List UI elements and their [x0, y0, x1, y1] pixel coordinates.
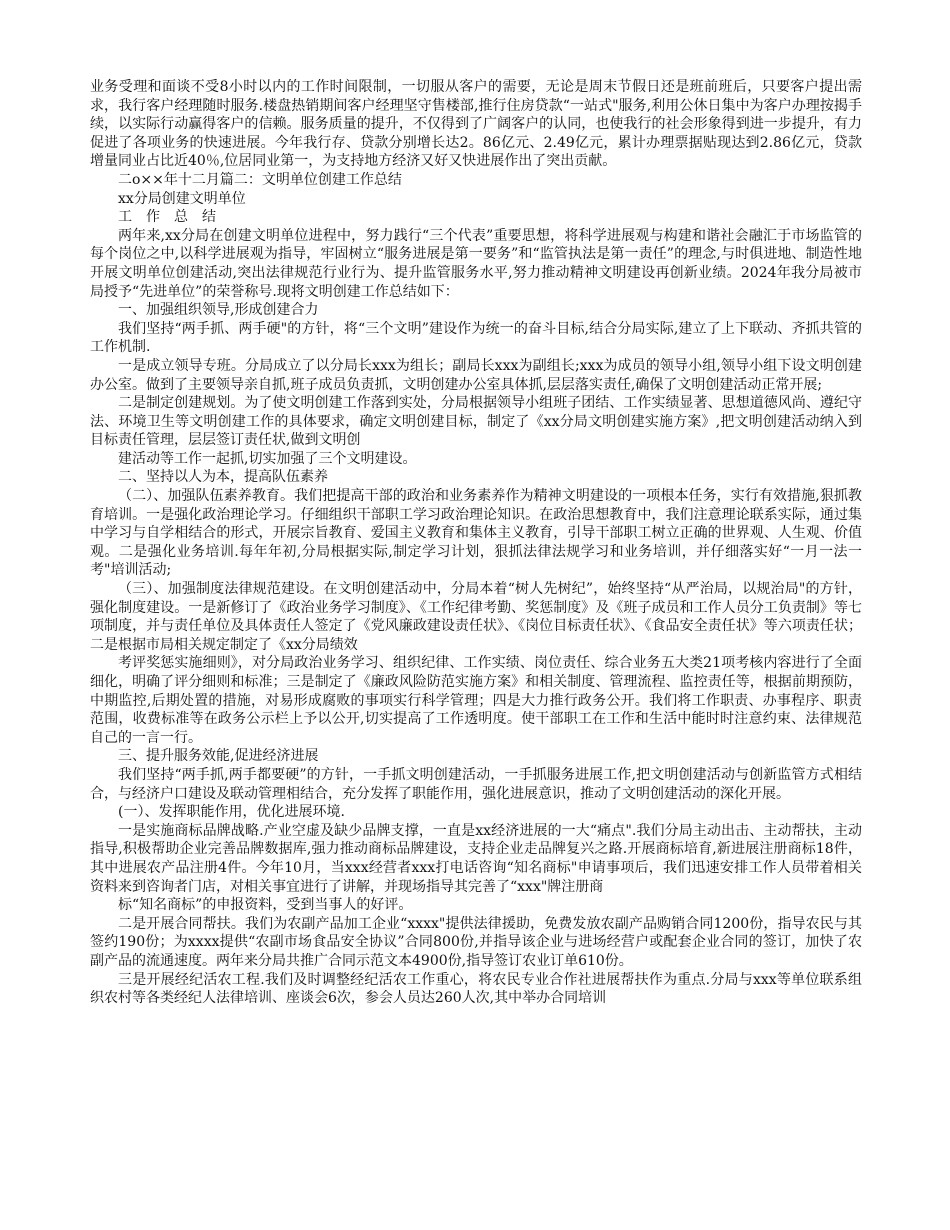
paragraph-two-hands: 我们坚持“两手抓,两手都要硬”的方针，一手抓文明创建活动，一手抓服务进展工作,把文明创建活动与创新监管方式相结合，与经济户口建设及联动管理相结合，充分发挥了职能作用，强化进展意识，推动了文明创建活动的深化开展。 [90, 766, 862, 802]
paragraph-broker-project: 三是开展经纪活农工程.我们及时调整经纪活农工作重心，将农民专业合作社进展帮扶作为重点.分局与xxx等单位联系组织农村等各类经纪人法律培训、座谈会6次，参会人员达260人次,其中举办合同培训 [90, 971, 862, 1007]
paragraph-introduction: 两年来,xx分局在创建文明单位进程中，努力践行“三个代表”重要思想，将科学进展观与构建和谐社会融汇于市场监管的每个岗位之中,以科学进展观为指导，牢固树立“服务进展是第一要务”和“监管执法是第一责任”的理念,与时俱进地、制造性地开展文明单位创建活动,突出法律规范行业行为、提升监管服务水平,努力推动精神文明建设再创新业绩。2024年我分局被市局授予“先进单位”的荣誉称号.现将文明创建工作总结如下： [90, 227, 862, 300]
section-heading-service-efficiency: 三、提升服务效能,促进经济进展 [118, 748, 319, 765]
subsection-heading-function: (一）、发挥职能作用，优化进展环境. [118, 804, 345, 821]
paragraph-brand-strategy-continued: 标“知名商标”的申报资料，受到当事人的好评。 [118, 897, 413, 914]
section-heading-article-two: 二o××年十二月篇二：文明单位创建工作总结 [118, 171, 402, 188]
document-body [90, 78, 862, 1008]
paragraph-leadership-group: 一是成立领导专班。分局成立了以分局长xxx为组长；副局长xxx为副组长;xxx为成员的领导小组,领导小组下设文明创建办公室。做到了主要领导亲自抓,班子成员负责抓，文明创建办公室具体抓,层层落实责任,确保了文明创建活动正常开展; [90, 357, 862, 393]
paragraph-service-continuation: 业务受理和面谈不受8小时以内的工作时间限制，一切服从客户的需要，无论是周末节假日还是班前班后，只要客户提出需求，我行客户经理随时服务.楼盘热销期间客户经理坚守售楼部,推行住房贷款“一站式"服务,利用公休日集中为客户办理按揭手续，以实际行动赢得客户的信赖。服务质量的提升，不仅得到了广阔客户的认同，也使我行的社会形象得到进一步提升，有力促进了各项业务的快速进展。今年我行存、贷款分别增长达2。86亿元、2.49亿元，累计办理票据贴现达到2.86亿元，贷款增量同业占比近40％,位居同业第一，为支持地方经济又好又快进展作出了突出贡献。 [90, 79, 862, 170]
paragraph-team-education: （二）、加强队伍素养教育。我们把提高干部的政治和业务素养作为精神文明建设的一项根本任务，实行有效措施,狠抓教育培训。一是强化政治理论学习。仔细组织干部职工学习政治理论知识。在政治思想教育中，我们注意理论联系实际，通过集中学习与自学相结合的形式，开展宗旨教育、爱国主义教育和集体主义教育，引导干部职工树立正确的世界观、人生观、价值观。二是强化业务培训.每年年初,分局根据实际,制定学习计划，狠抓法律法规学习和业务培训，并仔细落实好“一月一法一考"培训活动; [90, 488, 862, 579]
section-heading-organization: 一、加强组织领导,形成创建合力 [118, 302, 319, 319]
paragraph-institution-building: （三）、加强制度法律规范建设。在文明创建活动中，分局本着“树人先树纪”，始终坚持“从严治局，以规治局"的方针，强化制度建设。一是新修订了《政治业务学习制度》、《工作纪律考勤、奖惩制度》及《班子成员和工作人员分工负责制》等七项制度，并与责任单位及具体责任人签定了《党风廉政建设责任状》、《岗位目标责任状》、《食品安全责任状》等六项责任状；二是根据市局相关规定制定了《xx分局绩效 [90, 581, 862, 653]
document-title: xx分局创建文明单位 [118, 190, 246, 207]
section-heading-people-first: 二、坚持以人为本，提高队伍素养 [118, 469, 328, 486]
paragraph-creation-plan: 二是制定创建规划。为了使文明创建工作落到实处，分局根据领导小组班子团结、工作实绩显著、思想道德风尚、遵纪守法、环境卫生等文明创建工作的具体要求，确定文明创建目标，制定了《xx分局文明创建实施方案》,把文明创建活动纳入到目标责任管理，层层签订责任状,做到文明创 [90, 395, 862, 449]
paragraph-creation-plan-continued: 建活动等工作一起抓,切实加强了三个文明建设。 [118, 450, 417, 467]
paragraph-brand-strategy: 一是实施商标品牌战略.产业空虚及缺少品牌支撑，一直是xx经济进展的一大“痛点".我们分局主动出击、主动帮扶，主动指导,积极帮助企业完善品牌数据库,强力推动商标品牌建设，支持企业走品牌复兴之路.开展商标培育,新进展注册商标18件，其中进展农产品注册4件。今年10月，当xxx经营者xxx打电话咨询“知名商标"申请事项后，我们迅速安排工作人员带着相关资料来到咨询者门店，对相关事宜进行了讲解，并现场指导其完善了“xxx"牌注册商 [90, 822, 862, 895]
paragraph-policy: 我们坚持“两手抓、两手硬"的方针，将“三个文明”建设作为统一的奋斗目标,结合分局实际,建立了上下联动、齐抓共管的工作机制. [90, 320, 862, 356]
document-subtitle: 工 作 总 结 [118, 209, 216, 226]
paragraph-contract-help: 二是开展合同帮扶。我们为农副产品加工企业“xxxx"提供法律援助，免费发放农副产品购销合同1200份，指导农民与其签约190份；为xxxx提供“农副市场食品安全协议”合同800份,并指导该企业与进场经营户或配套企业合同的签订，加快了农副产品的流通速度。两年来分局共推广合同示范文本4900份,指导签订农业订单610份。 [90, 915, 862, 969]
paragraph-institution-building-continued: 考评奖惩实施细则》，对分局政治业务学习、组织纪律、工作实绩、岗位责任、综合业务五大类21项考核内容进行了全面细化，明确了评分细则和标准；三是制定了《廉政风险防范实施方案》和相关制度、管理流程、监控责任等，根据前期预防，中期监控,后期处置的措施，对易形成腐败的事项实行科学管理；四是大力推行政务公开。我们将工作职责、办事程序、职责范围，收费标准等在政务公示栏上予以公开,切实提高了工作透明度。使干部职工在工作和生活中能时时注意约束、法律规范自己的一言一行。 [90, 655, 862, 746]
